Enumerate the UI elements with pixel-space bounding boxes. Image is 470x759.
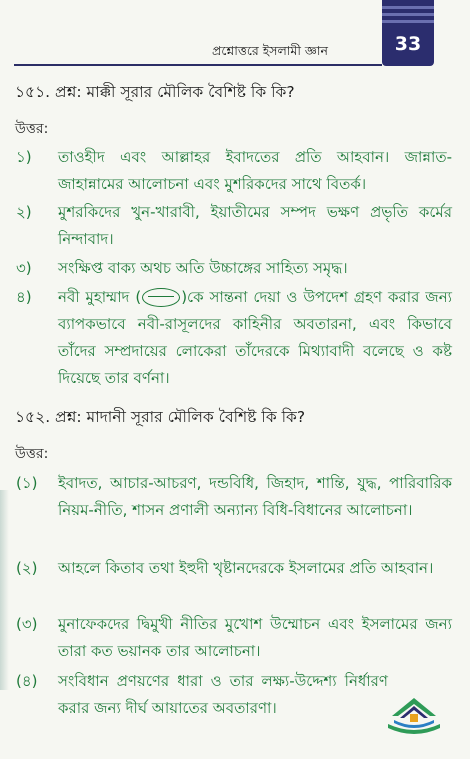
item-text: মুশরকিদের খুন-খারাবী, ইয়াতীমের সম্পদ ভক্ষণ প্রভৃতি কর্মের নিন্দাবাদ। xyxy=(58,203,452,248)
item-number: (৩) xyxy=(16,615,38,633)
tab-band xyxy=(382,20,434,23)
item-number: ৪) xyxy=(16,288,32,306)
tab-band xyxy=(382,6,434,9)
answer-label: উত্তর: xyxy=(15,446,49,462)
list-item xyxy=(16,470,452,551)
question-151: ১৫১. প্রশ্ন: মাক্কী সূরার মৌলিক বৈশিষ্ট কি কি? xyxy=(15,83,295,101)
item-number: (২) xyxy=(16,559,38,577)
item-text: সংবিধান প্রণয়ণের ধারা ও তার লক্ষ্য-উদ্দেশ্য নির্ধারণ করার জন্য দীর্ঘ আয়াতের অবতারণা। xyxy=(58,672,388,717)
page-number-tab xyxy=(382,0,434,66)
page-edge-stain xyxy=(0,490,9,690)
tab-band xyxy=(382,13,434,16)
answer-label: উত্তর: xyxy=(15,121,49,137)
list-item xyxy=(16,255,452,282)
list-item xyxy=(16,668,386,722)
item-text: আহলে কিতাব তথা ইহুদী খৃষ্টানদেরকে ইসলামের প্রতি আহবান। xyxy=(58,559,434,577)
item-number: (১) xyxy=(16,474,38,492)
item-number: ২) xyxy=(16,203,32,221)
list-item xyxy=(16,144,452,198)
salallahu-alaihi-wasallam-seal-icon xyxy=(142,288,180,307)
page-header-title: প্রশ্নোত্তরে ইসলামী জ্ঞান xyxy=(212,43,328,58)
item-text: সংক্ষিপ্ত বাক্য অথচ অতি উচ্চাঙ্গের সাহিত্য সমৃদ্ধ। xyxy=(58,259,348,277)
list-item xyxy=(16,284,452,392)
item-number: ৩) xyxy=(16,259,32,277)
item-text: মুনাফেকদের দ্বিমুখী নীতির মুখোশ উম্মোচন এবং ইসলামের জন্য তারা কত ভয়ানক তার আলোচনা। xyxy=(58,615,452,660)
item-text: ইবাদত, আচার-আচরণ, দন্ডবিধি, জিহাদ, শান্তি, যুদ্ধ, পারিবারিক নিয়ম-নীতি, শাসন প্রণালী অন্যান্য বিধি-বিধানের আলোচনা। xyxy=(58,474,452,519)
item-text-part: নবী মুহাম্মাদ ( xyxy=(58,288,142,306)
item-text xyxy=(58,284,452,392)
page-number: 33 xyxy=(394,33,422,55)
list-item xyxy=(16,555,452,609)
list-item xyxy=(16,611,452,665)
header-rule xyxy=(14,64,382,66)
item-number: ১) xyxy=(16,148,32,166)
item-text-part: )কে সান্তনা দেয়া ও উপদেশ গ্রহণ করার জন্য ব্যাপকভাবে নবী-রাসূলদের কাহিনীর অবতারনা, এবং কিভাবে তাঁদের সম্প্রদায়ের লোকেরা তাঁদেরকে মিথ্যাবাদী বলেছে ও কষ্ট দিয়েছে তার বর্ণনা। xyxy=(58,288,452,387)
list-item xyxy=(16,199,452,253)
question-152: ১৫২. প্রশ্ন: মাদানী সূরার মৌলিক বৈশিষ্ট কি কি? xyxy=(15,408,306,426)
item-number: (৪) xyxy=(16,672,38,690)
publisher-logo-icon xyxy=(384,696,444,738)
item-text: তাওহীদ এবং আল্লাহর ইবাদতের প্রতি আহবান। জান্নাত-জাহান্নামের আলোচনা এবং মুশরিকদের সাথে বিতর্ক। xyxy=(58,148,452,193)
